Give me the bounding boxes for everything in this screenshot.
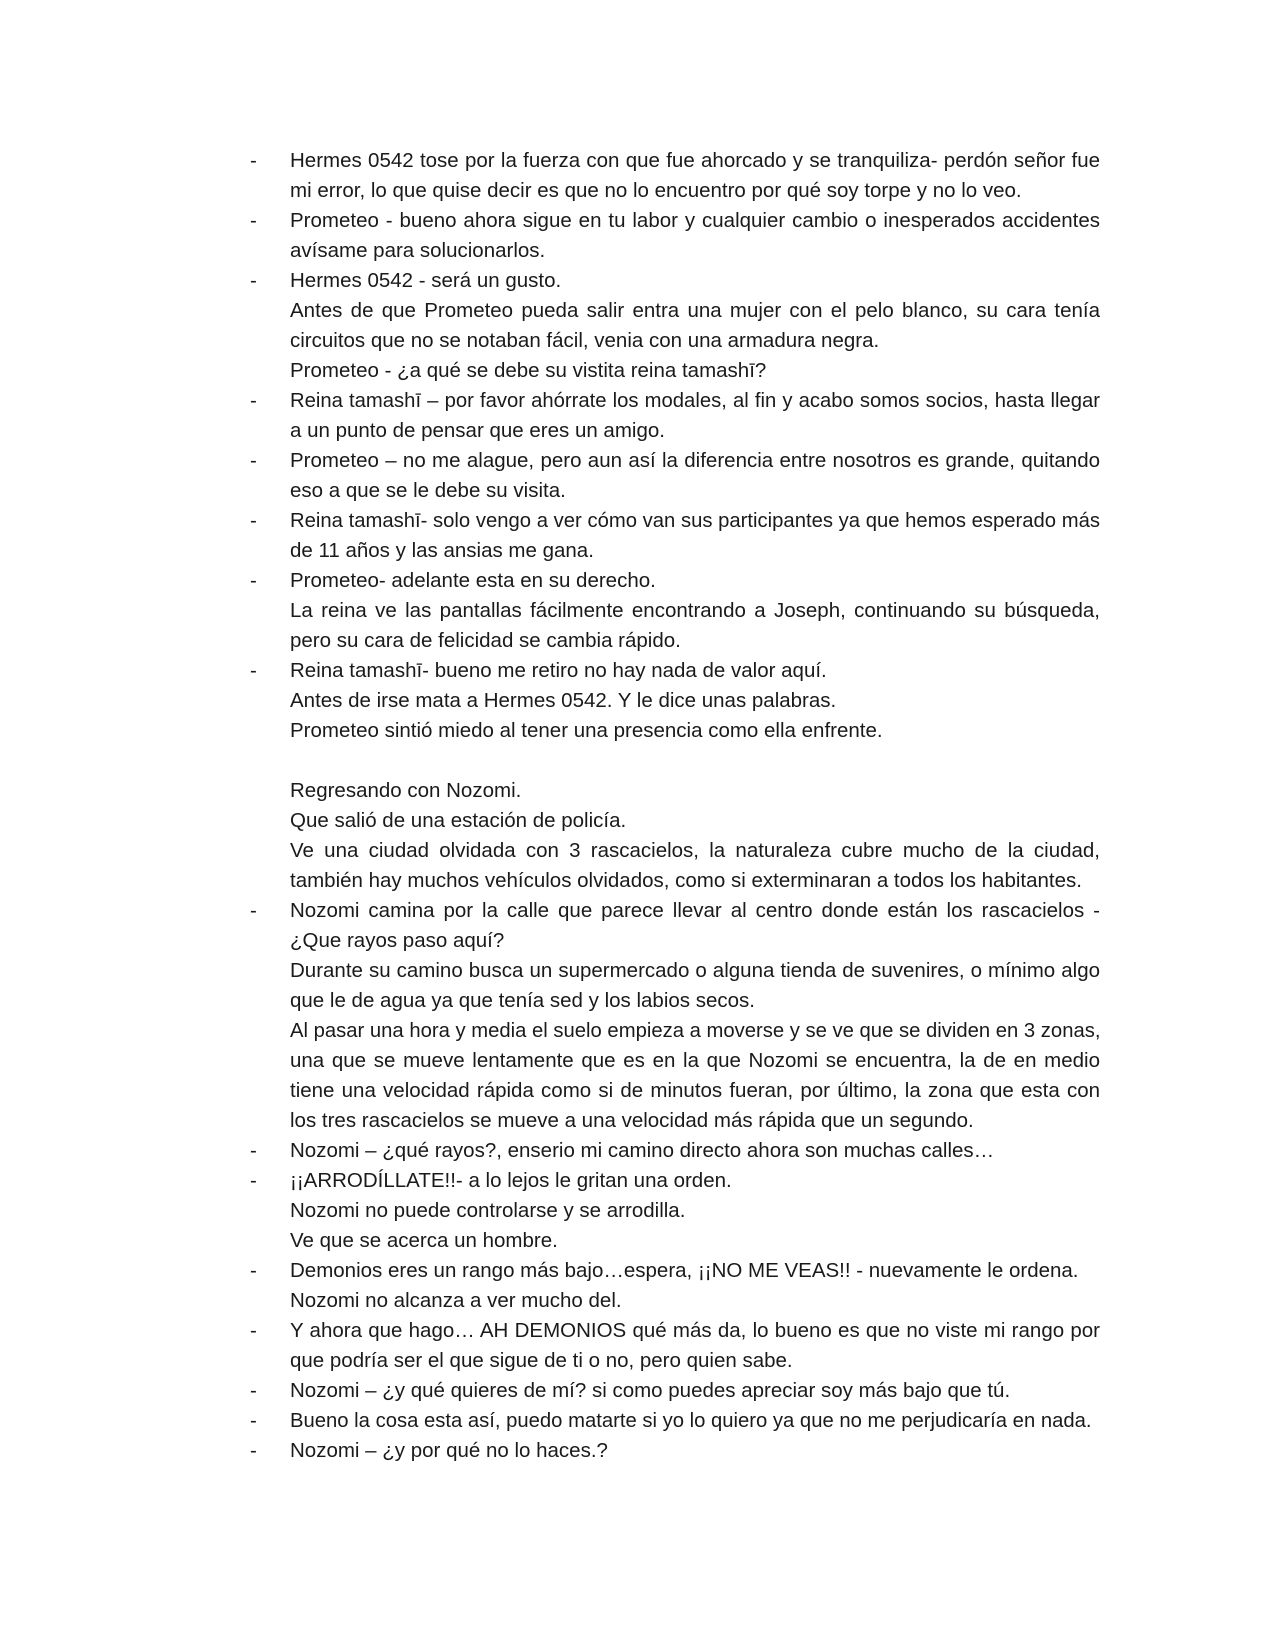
dialogue-line: - Y ahora que hago… AH DEMONIOS qué más da, lo bueno es que no viste mi rango por (250, 1316, 1100, 1346)
text-line: circuitos que no se notaban fácil, venia con una armadura negra. (290, 329, 880, 352)
dash-bullet (250, 446, 270, 476)
dialogue-line: - Demonios eres un rango más bajo…espera, ¡¡NO ME VEAS!! - nuevamente le ordena. (250, 1256, 1100, 1286)
dash-bullet (250, 1376, 270, 1406)
dialogue-line: - Prometeo – no me alague, pero aun así la diferencia entre nosotros es grande, quitando (250, 446, 1100, 476)
text-line: eso a que se le debe su visita. (290, 479, 566, 502)
dialogue-line: - Prometeo- adelante esta en su derecho. (250, 566, 1100, 596)
text-line: Nozomi no alcanza a ver mucho del. (290, 1289, 622, 1312)
text-line: Durante su camino busca un supermercado o alguna tienda de suvenires, o mínimo algo (290, 959, 1100, 982)
text-line: que le de agua ya que tenía sed y los labios secos. (290, 989, 755, 1012)
dialogue-line: - Reina tamashī- solo vengo a ver cómo van sus participantes ya que hemos esperado más (250, 506, 1100, 536)
dash-bullet (250, 1136, 270, 1166)
dash-bullet (250, 206, 270, 236)
text-line: tiene una velocidad rápida como si de minutos fueran, por último, la zona que esta con (290, 1079, 1100, 1102)
text-line: ¿Que rayos paso aquí? (290, 929, 505, 952)
dialogue-line: - Nozomi – ¿qué rayos?, enserio mi camino directo ahora son muchas calles… (250, 1136, 1100, 1166)
text-line: una que se mueve lentamente que es en la que Nozomi se encuentra, la de en medio (290, 1049, 1100, 1072)
paragraph-spacer (250, 746, 1100, 776)
dash-bullet (250, 566, 270, 596)
text-line: también hay muchos vehículos olvidados, como si exterminaran a todos los habitantes. (290, 869, 1082, 892)
text-line: Que salió de una estación de policía. (290, 809, 627, 832)
dash-bullet (250, 1166, 270, 1196)
text-line: Nozomi no puede controlarse y se arrodilla. (290, 1199, 686, 1222)
text-line: de 11 años y las ansias me gana. (290, 539, 594, 562)
dash-bullet (250, 146, 270, 176)
text-line: Ve que se acerca un hombre. (290, 1229, 558, 1252)
dash-bullet (250, 1256, 270, 1286)
dialogue-line: - Hermes 0542 tose por la fuerza con que fue ahorcado y se tranquiliza- perdón señor fue (250, 146, 1100, 176)
dash-bullet (250, 1316, 270, 1346)
text-line: Antes de que Prometeo pueda salir entra una mujer con el pelo blanco, su cara tenía (290, 299, 1100, 322)
dialogue-line: - Nozomi camina por la calle que parece llevar al centro donde están los rascacielos - (250, 896, 1100, 926)
dash-bullet (250, 386, 270, 416)
dash-bullet (250, 506, 270, 536)
text-line: Prometeo - ¿a qué se debe su vistita reina tamashī? (290, 359, 767, 382)
dialogue-line: - Reina tamashī- bueno me retiro no hay nada de valor aquí. (250, 656, 1100, 686)
text-line: que podría ser el que sigue de ti o no, pero quien sabe. (290, 1349, 793, 1372)
text-line: mi error, lo que quise decir es que no lo encuentro por qué soy torpe y no lo veo. (290, 179, 1022, 202)
text-line: Al pasar una hora y media el suelo empieza a moverse y se ve que se dividen en 3 zonas, (290, 1020, 1101, 1042)
text-line: pero su cara de felicidad se cambia rápido. (290, 629, 681, 652)
text-line: Antes de irse mata a Hermes 0542. Y le dice unas palabras. (290, 689, 837, 712)
dash-bullet (250, 1406, 270, 1436)
text-line: Prometeo sintió miedo al tener una presencia como ella enfrente. (290, 719, 883, 742)
text-line: Regresando con Nozomi. (290, 779, 522, 802)
dash-bullet (250, 896, 270, 926)
dash-bullet (250, 656, 270, 686)
text-line: Ve una ciudad olvidada con 3 rascacielos, la naturaleza cubre mucho de la ciudad, (290, 839, 1100, 862)
dialogue-line: - Reina tamashī – por favor ahórrate los modales, al fin y acabo somos socios, hasta llegar (250, 386, 1100, 416)
dialogue-line: - Hermes 0542 - será un gusto. (250, 266, 1100, 296)
text-line: avísame para solucionarlos. (290, 239, 546, 262)
dialogue-line: - ¡¡ARRODÍLLATE!!- a lo lejos le gritan una orden. (250, 1166, 1100, 1196)
text-line: a un punto de pensar que eres un amigo. (290, 419, 665, 442)
dialogue-line: - Bueno la cosa esta así, puedo matarte si yo lo quiero ya que no me perjudicaría en nada. (250, 1406, 1100, 1436)
text-line: los tres rascacielos se mueve a una velocidad más rápida que un segundo. (290, 1109, 974, 1132)
dash-bullet (250, 266, 270, 296)
text-line: La reina ve las pantallas fácilmente encontrando a Joseph, continuando su búsqueda, (290, 599, 1100, 622)
dialogue-line: - Nozomi – ¿y qué quieres de mí? si como puedes apreciar soy más bajo que tú. (250, 1376, 1100, 1406)
dash-bullet (250, 1436, 270, 1466)
dialogue-line: - Nozomi – ¿y por qué no lo haces.? (250, 1436, 1100, 1466)
dialogue-line: - Prometeo - bueno ahora sigue en tu labor y cualquier cambio o inesperados accidentes (250, 206, 1100, 236)
document-body (250, 146, 1100, 1466)
